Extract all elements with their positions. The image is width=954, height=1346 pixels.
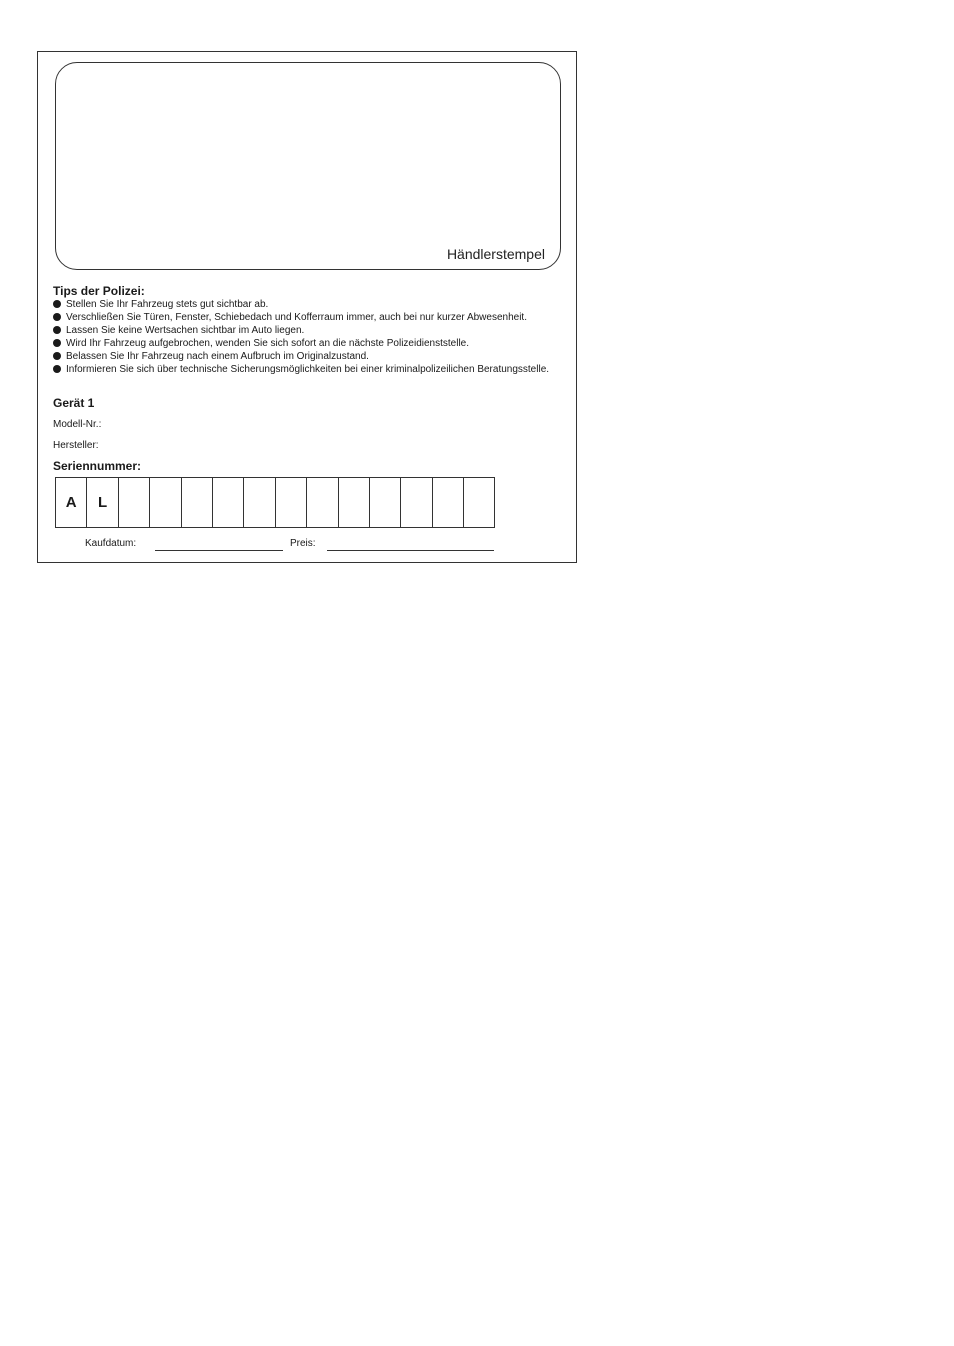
price-label: Preis: [290,538,316,549]
serial-cell[interactable] [276,477,307,528]
bullet-icon [53,352,61,360]
dealer-stamp-box [55,62,561,270]
bullet-icon [53,339,61,347]
price-line[interactable] [327,550,494,551]
list-item [53,350,575,363]
list-item [53,324,575,337]
tip-text: Verschließen Sie Türen, Fenster, Schiebedach und Kofferraum immer, auch bei nur kurzer Abwesenheit. [66,312,527,323]
device-title: Gerät 1 [53,396,95,410]
serial-cell[interactable]: A [56,477,87,528]
tip-text: Informieren Sie sich über technische Sicherungsmöglichkeiten bei einer kriminalpolizeilichen Beratungsstelle. [66,364,550,375]
list-item [53,337,575,350]
model-number-label: Modell-Nr.: [53,419,102,430]
serial-cell[interactable] [401,477,432,528]
serial-number-grid [55,477,495,528]
tip-text: Stellen Sie Ihr Fahrzeug stets gut sichtbar ab. [66,299,269,310]
tips-list [53,298,575,376]
list-item [53,363,575,376]
serial-cell[interactable] [119,477,150,528]
list-item [53,298,575,311]
serial-cell[interactable] [244,477,275,528]
serial-cell[interactable] [464,477,495,528]
bullet-icon [53,313,61,321]
serial-cell[interactable] [370,477,401,528]
purchase-date-label: Kaufdatum: [85,538,137,549]
bullet-icon [53,300,61,308]
serial-number-title: Seriennummer: [53,459,142,473]
manufacturer-label: Hersteller: [53,440,99,451]
tip-text: Lassen Sie keine Wertsachen sichtbar im Auto liegen. [66,325,305,336]
dealer-stamp-label: Händlerstempel [446,246,545,262]
list-item [53,311,575,324]
registration-card [37,51,577,563]
purchase-date-line[interactable] [155,550,283,551]
bullet-icon [53,326,61,334]
serial-cell[interactable] [307,477,338,528]
serial-cell[interactable] [339,477,370,528]
tip-text: Wird Ihr Fahrzeug aufgebrochen, wenden Sie sich sofort an die nächste Polizeidienststelle. [66,338,470,349]
serial-cell[interactable] [150,477,181,528]
serial-cell[interactable] [213,477,244,528]
serial-cell[interactable] [182,477,213,528]
tips-title: Tips der Polizei: [53,284,145,298]
serial-cell[interactable]: L [87,477,118,528]
bullet-icon [53,365,61,373]
tip-text: Belassen Sie Ihr Fahrzeug nach einem Aufbruch im Originalzustand. [66,351,369,362]
serial-cell[interactable] [433,477,464,528]
